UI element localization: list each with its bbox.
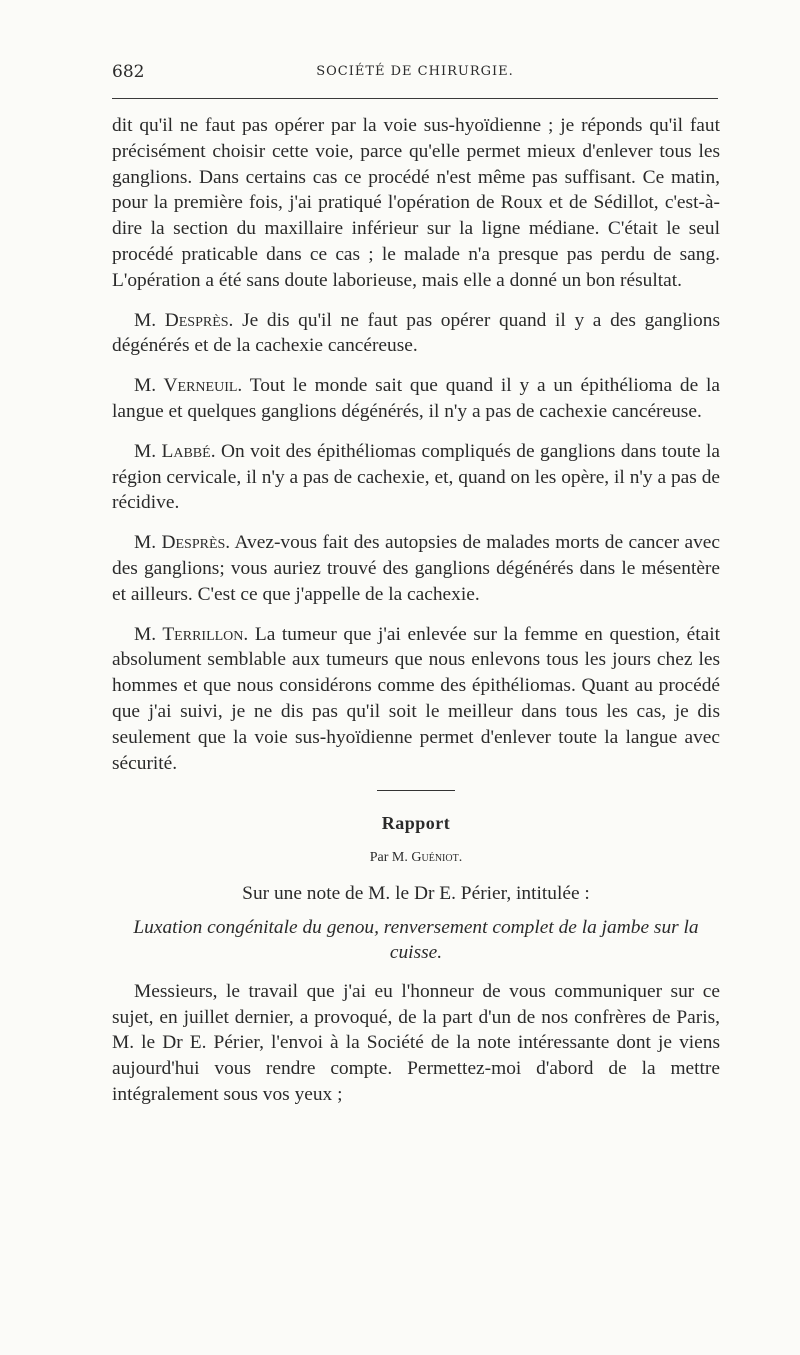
paragraph-continued bbox=[112, 113, 720, 294]
paragraph-text: Avez-vous fait des autopsies de malades morts de cancer avec des ganglions; vous auriez trouvé des ganglions dégénérés dans le mésentère et ailleurs. C'est ce que j'appelle de la cachexie. bbox=[112, 532, 720, 605]
running-title: SOCIÉTÉ DE CHIRURGIE. bbox=[316, 64, 514, 79]
paragraph-text: Messieurs, le travail que j'ai eu l'honneur de vous communiquer sur ce sujet, en juillet dernier, a provoqué, de la part d'un de nos confrères de Paris, M. le Dr E. Périer, l'envoi à la Société de la note intéressante dont je viens aujourd'hui vous rendre compte. Permettez-moi d'abord de la mettre intégralement sous vos yeux ; bbox=[112, 980, 720, 1105]
report-paragraph bbox=[112, 979, 720, 1108]
speaker-name: M. Desprès. bbox=[134, 532, 231, 554]
paragraph-text: dit qu'il ne faut pas opérer par la voie sus-hyoïdienne ; je réponds qu'il faut précisément choisir cette voie, parce qu'elle permet mieux d'enlever tous les ganglions. Dans certains cas ce procédé n'est même pas suffisant. Ce matin, pour la première fois, j'ai pratiqué l'opération de Roux et de Sédillot, c'est-à-dire la section du maxillaire inférieur sur la ligne médiane. C'était le seul procédé praticable dans ce cas ; le malade n'a presque pas perdu de sang. L'opération a été sans doute laborieuse, mais elle a donné un bon résultat. bbox=[112, 115, 720, 291]
note-title: Luxation congénitale du genou, renversement complet de la jambe sur la cuisse. bbox=[133, 916, 699, 963]
speaker-name: M. Verneuil. bbox=[134, 375, 243, 397]
discussion-paragraph bbox=[112, 308, 720, 360]
byline-prefix: Par M. bbox=[369, 850, 412, 866]
speaker-name: M. Labbé. bbox=[134, 440, 216, 462]
discussion-paragraph bbox=[112, 530, 720, 607]
paragraph-text: On voit des épithéliomas compliqués de ganglions dans toute la région cervicale, il n'y a pas de cachexie, et, quand on les opère, il n'y a pas de récidive. bbox=[112, 440, 720, 514]
paragraph-text: La tumeur que j'ai enlevée sur la femme en question, était absolument semblable aux tumeurs que nous enlevons tous les jours chez les hommes et que nous considérons comme des épithéliomas. Quant au procédé que j'ai suivi, je ne dis pas qu'il soit le meilleur dans tous les cas, je dis seulement que la voie sus-hyoïdienne permet d'enlever toute la langue avec sécurité. bbox=[112, 623, 720, 774]
speaker-name: M. Terrillon. bbox=[134, 623, 249, 645]
byline-author: Guéniot. bbox=[411, 850, 463, 866]
discussion-paragraph bbox=[112, 622, 720, 777]
speaker-name: M. Desprès. bbox=[134, 309, 234, 331]
report-subtitle: Sur une note de M. le Dr E. Périer, intitulée : bbox=[242, 882, 590, 904]
report-heading: Rapport bbox=[381, 813, 451, 834]
page-number: 682 bbox=[112, 62, 145, 82]
discussion-paragraph bbox=[112, 439, 720, 516]
paragraph-text: Tout le monde sait que quand il y a un épithélioma de la langue et quelques ganglions dégénérés, il n'y a pas de cachexie cancéreuse. bbox=[112, 375, 720, 422]
section-separator bbox=[377, 790, 455, 791]
paragraph-text: Je dis qu'il ne faut pas opérer quand il y a des ganglions dégénérés et de la cachexie cancéreuse. bbox=[112, 309, 720, 357]
discussion-paragraph bbox=[112, 373, 720, 425]
page-header bbox=[112, 62, 718, 86]
page-body bbox=[112, 113, 720, 1122]
header-rule bbox=[112, 98, 718, 99]
report-byline bbox=[112, 845, 720, 871]
